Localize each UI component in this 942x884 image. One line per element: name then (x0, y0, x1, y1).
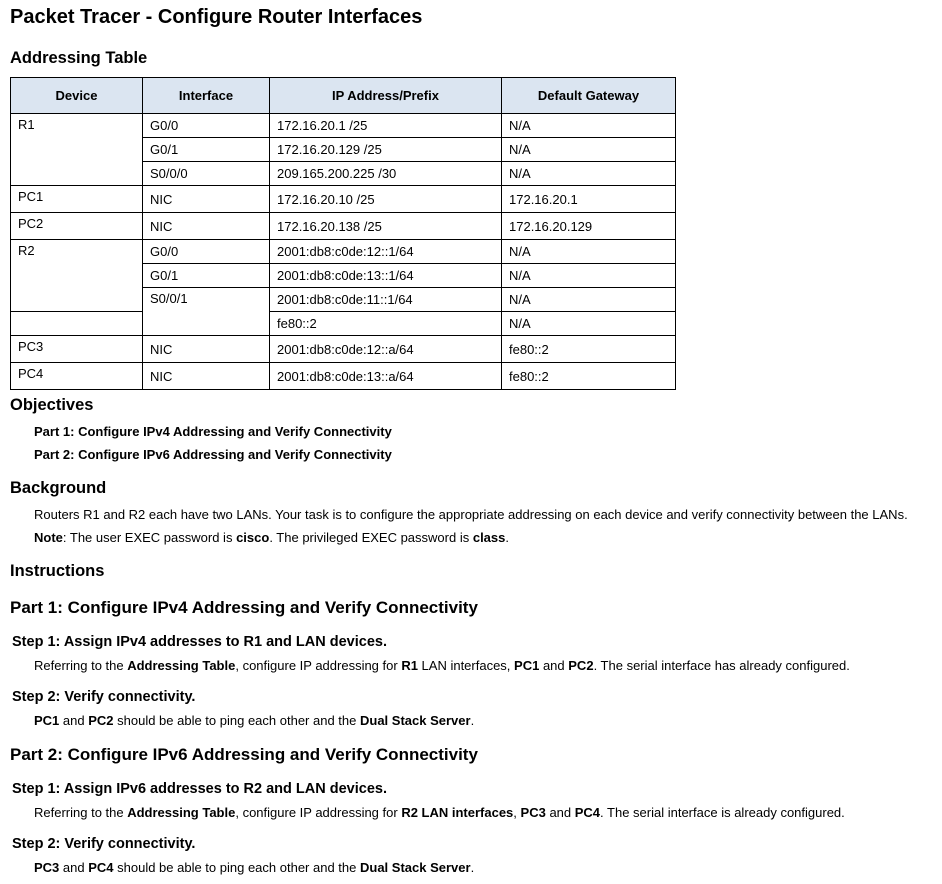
interface-cell: S0/0/1 (143, 288, 270, 336)
part2-step1-heading: Step 1: Assign IPv6 addresses to R2 and LAN devices. (12, 781, 387, 797)
table-row (11, 363, 676, 390)
gateway-cell: fe80::2 (502, 363, 676, 390)
ip-cell: 172.16.20.10 /25 (270, 186, 502, 213)
step-bold: PC3 (34, 860, 60, 875)
page-title: Packet Tracer - Configure Router Interfaces (10, 6, 423, 28)
step-text: should be able to ping each other and the (113, 860, 360, 875)
interface-cell: G0/0 (143, 240, 270, 264)
device-cell: PC2 (11, 213, 143, 240)
gateway-cell: fe80::2 (502, 336, 676, 363)
addressing-table-heading: Addressing Table (10, 49, 148, 67)
note-text: : The user EXEC password is (62, 530, 237, 545)
step-text: . (470, 713, 475, 728)
step-text: , (513, 805, 521, 820)
step-bold: PC4 (88, 860, 114, 875)
note-label: Note (34, 530, 63, 545)
device-cell-empty (11, 312, 143, 336)
step-bold: R1 (401, 658, 418, 673)
step-bold: PC1 (34, 713, 60, 728)
background-text: Routers R1 and R2 each have two LANs. Your task is to configure the appropriate addressing on each device and verify connectivity between the LANs. (34, 507, 908, 522)
step-bold: PC1 (514, 658, 540, 673)
gateway-cell: N/A (502, 114, 676, 138)
ip-cell: 2001:db8:c0de:13::1/64 (270, 264, 502, 288)
objective-item: Part 2: Configure IPv6 Addressing and Verify Connectivity (34, 447, 392, 462)
objectives-heading: Objectives (10, 396, 94, 414)
column-header-interface: Interface (143, 78, 270, 114)
gateway-cell: 172.16.20.1 (502, 186, 676, 213)
step-bold: R2 LAN interfaces (401, 805, 514, 820)
gateway-cell: N/A (502, 312, 676, 336)
objective-item: Part 1: Configure IPv4 Addressing and Verify Connectivity (34, 424, 392, 439)
table-row (11, 336, 676, 363)
gateway-cell: 172.16.20.129 (502, 213, 676, 240)
interface-cell: NIC (143, 363, 270, 390)
gateway-cell: N/A (502, 264, 676, 288)
ip-cell: 2001:db8:c0de:12::a/64 (270, 336, 502, 363)
step-bold: PC3 (520, 805, 546, 820)
part1-step2-heading: Step 2: Verify connectivity. (12, 689, 196, 705)
interface-cell: NIC (143, 186, 270, 213)
ip-cell: 2001:db8:c0de:12::1/64 (270, 240, 502, 264)
gateway-cell: N/A (502, 288, 676, 312)
table-row (11, 240, 676, 264)
column-header-default-gateway: Default Gateway (502, 78, 676, 114)
step-text: Referring to the (34, 805, 128, 820)
step-bold: PC4 (574, 805, 601, 820)
step-text: , configure IP addressing for (235, 658, 402, 673)
device-cell: PC4 (11, 363, 143, 390)
ip-cell: 172.16.20.1 /25 (270, 114, 502, 138)
instructions-heading: Instructions (10, 562, 105, 580)
addressing-table (10, 77, 676, 390)
gateway-cell: N/A (502, 138, 676, 162)
interface-cell: NIC (143, 213, 270, 240)
ip-cell: 2001:db8:c0de:11::1/64 (270, 288, 502, 312)
device-cell: R1 (11, 114, 143, 186)
step-text: Referring to the (34, 658, 128, 673)
gateway-cell: N/A (502, 240, 676, 264)
step-text: should be able to ping each other and the (113, 713, 360, 728)
part1-step1-text (34, 658, 850, 673)
table-row (11, 312, 676, 336)
device-cell: PC3 (11, 336, 143, 363)
step-text: and (539, 658, 569, 673)
part2-heading: Part 2: Configure IPv6 Addressing and Verify Connectivity (10, 745, 478, 764)
device-cell: PC1 (11, 186, 143, 213)
part2-step2-text (34, 860, 474, 875)
step-bold: Addressing Table (127, 658, 236, 673)
step-bold: Dual Stack Server (359, 860, 471, 875)
interface-cell: S0/0/0 (143, 162, 270, 186)
step-bold: Dual Stack Server (359, 713, 471, 728)
part2-step2-heading: Step 2: Verify connectivity. (12, 836, 196, 852)
part1-step2-text (34, 713, 474, 728)
ip-cell: 209.165.200.225 /30 (270, 162, 502, 186)
step-text: , configure IP addressing for (235, 805, 402, 820)
device-cell: R2 (11, 240, 143, 312)
gateway-cell: N/A (502, 162, 676, 186)
column-header-device: Device (11, 78, 143, 114)
step-bold: PC2 (568, 658, 594, 673)
step-text: . (470, 860, 475, 875)
ip-cell: 172.16.20.138 /25 (270, 213, 502, 240)
step-text: and (545, 805, 575, 820)
note-text: . The privileged EXEC password is (269, 530, 473, 545)
table-row (11, 114, 676, 138)
interface-cell: G0/1 (143, 264, 270, 288)
step-text: . The serial interface is already configured. (600, 805, 845, 820)
table-row (11, 186, 676, 213)
step-text: and (59, 713, 89, 728)
ip-cell: 2001:db8:c0de:13::a/64 (270, 363, 502, 390)
table-row (11, 213, 676, 240)
step-text: and (59, 860, 89, 875)
column-header-ip-address: IP Address/Prefix (270, 78, 502, 114)
interface-cell: G0/0 (143, 114, 270, 138)
table-header-row (11, 78, 676, 114)
step-text: LAN interfaces, (417, 658, 515, 673)
step-bold: PC2 (88, 713, 114, 728)
part1-step1-heading: Step 1: Assign IPv4 addresses to R1 and LAN devices. (12, 634, 387, 650)
background-note (34, 530, 509, 545)
note-text: . (505, 530, 510, 545)
part1-heading: Part 1: Configure IPv4 Addressing and Verify Connectivity (10, 598, 478, 617)
step-text: . The serial interface has already configured. (593, 658, 850, 673)
ip-cell: fe80::2 (270, 312, 502, 336)
background-heading: Background (10, 479, 107, 497)
user-password: cisco (236, 530, 270, 545)
interface-cell: G0/1 (143, 138, 270, 162)
part2-step1-text (34, 805, 845, 820)
interface-cell: NIC (143, 336, 270, 363)
step-bold: Addressing Table (127, 805, 236, 820)
ip-cell: 172.16.20.129 /25 (270, 138, 502, 162)
privileged-password: class (472, 530, 506, 545)
